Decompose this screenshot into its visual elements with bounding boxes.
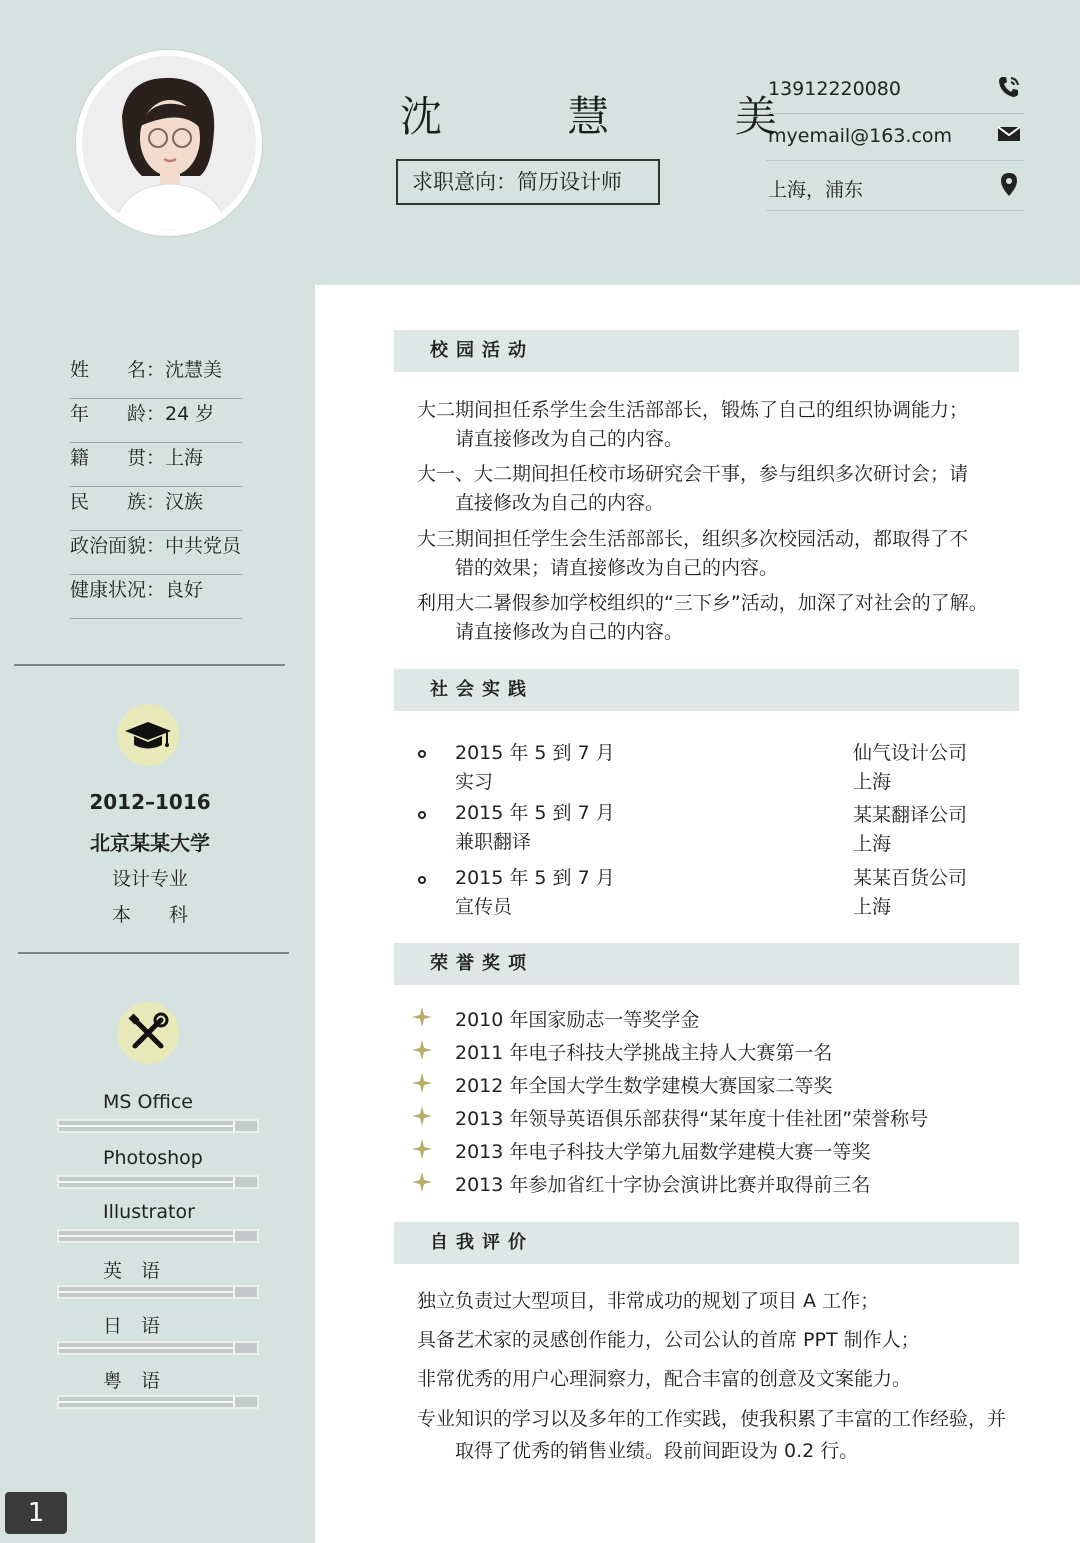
practice-date: 2015 年 5 到 7 月	[455, 742, 615, 764]
campus-line: 大三期间担任学生会生活部部长，组织多次校园活动，都取得了不	[417, 528, 969, 550]
skill-bar	[57, 1341, 259, 1355]
evaluation-item: 非常优秀的用户心理洞察力，配合丰富的创意及文案能力。	[417, 1368, 912, 1390]
contact-phone	[766, 68, 1024, 114]
practice-role: 宣传员	[455, 896, 513, 918]
phone-number: 13912220080	[768, 78, 901, 100]
section-heading-evaluation: 自我评价	[394, 1222, 1019, 1264]
practice-city: 上海	[853, 833, 892, 855]
profile-photo	[76, 50, 262, 236]
skill-bar-marker	[233, 1231, 235, 1241]
skill-bar	[57, 1119, 259, 1133]
award-item: 2013 年参加省红十字协会演讲比赛并取得前三名	[455, 1174, 871, 1196]
skill-label: Photoshop	[103, 1147, 203, 1169]
practice-city: 上海	[853, 896, 892, 918]
award-item: 2013 年电子科技大学第九届数学建模大赛一等奖	[455, 1141, 871, 1163]
skill-bar-marker	[233, 1397, 235, 1407]
email-address: myemail@163.com	[768, 125, 953, 147]
page-number-badge: 1	[5, 1492, 67, 1534]
section-heading-campus: 校园活动	[394, 330, 1019, 372]
info-label: 年 龄：	[70, 403, 166, 425]
skill-label: 粤 语	[103, 1370, 161, 1392]
skill-bar-fill	[59, 1235, 233, 1237]
campus-item	[417, 460, 1007, 518]
practice-employer	[853, 801, 967, 859]
campus-item	[417, 396, 1007, 454]
info-label: 姓 名：	[70, 359, 166, 381]
info-health	[70, 575, 242, 619]
bullet-dot	[418, 876, 426, 884]
sidebar-divider	[18, 952, 289, 954]
practice-role: 实习	[455, 771, 494, 793]
evaluation-item: 独立负责过大型项目，非常成功的规划了项目 A 工作；	[417, 1290, 880, 1312]
campus-line: 直接修改为自己的内容。	[455, 492, 665, 514]
tools-icon	[117, 1002, 179, 1064]
info-value: 24 岁	[165, 403, 215, 425]
edu-period: 2012–1016	[89, 790, 211, 814]
campus-line: 大一、大二期间担任校市场研究会干事，参与组织多次研讨会；请	[417, 463, 969, 485]
edu-major: 设计专业	[111, 868, 188, 890]
campus-line: 请直接修改为自己的内容。	[455, 428, 684, 450]
info-value: 中共党员	[165, 535, 242, 557]
practice-date: 2015 年 5 到 7 月	[455, 867, 615, 889]
award-item: 2011 年电子科技大学挑战主持人大赛第一名	[455, 1042, 833, 1064]
edu-degree: 本 科	[111, 904, 188, 926]
practice-company: 仙气设计公司	[853, 742, 968, 764]
skill-bar-fill	[59, 1401, 233, 1403]
practice-company: 某某百货公司	[853, 867, 968, 889]
skill-bar	[57, 1229, 259, 1243]
campus-line: 错的效果；请直接修改为自己的内容。	[455, 557, 779, 579]
practice-role: 兼职翻译	[455, 831, 532, 853]
skill-label: 日 语	[103, 1315, 161, 1337]
campus-item	[417, 525, 1007, 583]
skill-label: MS Office	[103, 1091, 193, 1113]
practice-entry	[455, 739, 615, 797]
evaluation-line: 取得了优秀的销售业绩。段前间距设为 0.2 行。	[455, 1440, 859, 1462]
skill-bar-fill	[59, 1181, 233, 1183]
campus-line: 请直接修改为自己的内容。	[455, 621, 684, 643]
bullet-dot	[418, 811, 426, 819]
sparkle-star-icon	[412, 1139, 432, 1159]
envelope-icon	[996, 121, 1022, 147]
sparkle-star-icon	[412, 1073, 432, 1093]
edu-school: 北京某某大学	[90, 831, 210, 855]
contact-email	[766, 115, 1024, 161]
graduation-cap-icon	[117, 704, 179, 766]
info-value: 汉族	[165, 491, 204, 513]
practice-entry	[455, 799, 615, 857]
skill-label: 英 语	[103, 1260, 161, 1282]
evaluation-line: 专业知识的学习以及多年的工作实践，使我积累了丰富的工作经验，并	[417, 1408, 1007, 1430]
map-pin-icon	[996, 171, 1022, 197]
award-item: 2010 年国家励志一等奖学金	[455, 1009, 700, 1031]
practice-city: 上海	[853, 771, 892, 793]
award-item: 2012 年全国大学生数学建模大赛国家二等奖	[455, 1075, 833, 1097]
info-label: 民 族：	[70, 491, 166, 513]
section-heading-practice: 社会实践	[394, 669, 1019, 711]
campus-item	[417, 589, 1007, 647]
skill-bar	[57, 1395, 259, 1409]
skill-bar-fill	[59, 1291, 233, 1293]
skill-bar-marker	[233, 1343, 235, 1353]
contact-location	[766, 165, 1024, 211]
evaluation-item	[417, 1403, 1017, 1467]
sidebar-divider	[14, 664, 285, 666]
info-political	[70, 531, 242, 575]
sparkle-star-icon	[412, 1007, 432, 1027]
info-value: 上海	[165, 447, 204, 469]
practice-employer	[853, 739, 967, 797]
sparkle-star-icon	[412, 1106, 432, 1126]
skill-bar-marker	[233, 1177, 235, 1187]
info-origin	[70, 443, 242, 487]
info-label: 政治面貌：	[70, 535, 166, 557]
info-label: 籍 贯：	[70, 447, 166, 469]
skill-bar	[57, 1285, 259, 1299]
info-value: 沈慧美	[165, 359, 223, 381]
full-name: 沈 慧 美	[400, 92, 833, 141]
info-age	[70, 399, 242, 443]
practice-date: 2015 年 5 到 7 月	[455, 802, 615, 824]
practice-entry	[455, 864, 615, 922]
job-objective: 求职意向：简历设计师	[396, 159, 660, 205]
info-ethnicity	[70, 487, 242, 531]
skill-bar-marker	[233, 1287, 235, 1297]
info-name	[70, 355, 242, 399]
info-label: 健康状况：	[70, 579, 166, 601]
practice-employer	[853, 864, 967, 922]
campus-line: 利用大二暑假参加学校组织的“三下乡”活动，加深了对社会的了解。	[417, 592, 988, 614]
location-text: 上海，浦东	[768, 179, 864, 201]
bullet-dot	[418, 750, 426, 758]
sparkle-star-icon	[412, 1040, 432, 1060]
skill-bar-fill	[59, 1347, 233, 1349]
sparkle-star-icon	[412, 1172, 432, 1192]
skill-label: Illustrator	[103, 1201, 195, 1223]
phone-icon	[996, 74, 1022, 100]
award-item: 2013 年领导英语俱乐部获得“某年度十佳社团”荣誉称号	[455, 1108, 929, 1130]
skill-bar-marker	[233, 1121, 235, 1131]
skill-bar-fill	[59, 1125, 233, 1127]
skill-bar	[57, 1175, 259, 1189]
info-value: 良好	[165, 579, 204, 601]
campus-line: 大二期间担任系学生会生活部部长，锻炼了自己的组织协调能力；	[417, 399, 969, 421]
evaluation-item: 具备艺术家的灵感创作能力，公司公认的首席 PPT 制作人；	[417, 1329, 920, 1351]
section-heading-awards: 荣誉奖项	[394, 943, 1019, 985]
practice-company: 某某翻译公司	[853, 804, 968, 826]
